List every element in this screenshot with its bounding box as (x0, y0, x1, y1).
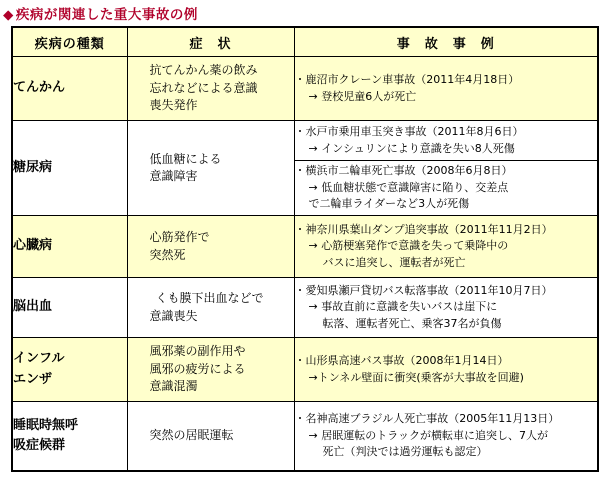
table-row (12, 121, 598, 161)
case-cell: ・水戸市乗用車玉突き事故（2011年8月6日） → インシュリンにより意識を失い8人死傷 (294, 121, 598, 161)
disease-cell: インフル エンザ (12, 338, 127, 402)
symptom-cell: 心筋発作で 突然死 (127, 216, 294, 278)
disease-cell: てんかん (12, 57, 127, 121)
symptom-cell: 抗てんかん薬の飲み 忘れなどによる意識 喪失発作 (127, 57, 294, 121)
case-cell: ・鹿沼市クレーン車事故（2011年4月18日） → 登校児童6人が死亡 (294, 57, 598, 121)
case-cell: ・名神高速ブラジル人死亡事故（2005年11月13日） → 居眠運転のトラックが横転車に追突し、7人が 死亡（判決では過労運転も認定） (294, 402, 598, 472)
table-row (12, 57, 598, 121)
title-text: 疾病が関連した重大事故の例 (15, 7, 198, 23)
case-cell: ・愛知県瀬戸貸切バス転落事故（2011年10月7日） → 事故直前に意識を失いバスは崖下に 転落、運転者死亡、乗客37名が負傷 (294, 278, 598, 338)
disease-cell: 糖尿病 (12, 121, 127, 216)
case-cell: ・山形県高速バス事故（2008年1月14日） →トンネル壁面に衝突(乗客が大事故を回避) (294, 338, 598, 402)
disease-cell: 脳出血 (12, 278, 127, 338)
case-cell: ・横浜市二輪車死亡事故（2008年6月8日） → 低血糖状態で意識障害に陥り、交差点 で二輪車ライダーなど3人が死傷 (294, 161, 598, 216)
diamond-icon: ◆ (3, 7, 14, 23)
table-row (12, 216, 598, 278)
header-cases: 事 故 事 例 (294, 27, 598, 57)
disease-cell: 心臓病 (12, 216, 127, 278)
header-symptom: 症 状 (127, 27, 294, 57)
symptom-cell: 突然の居眠運転 (127, 402, 294, 472)
symptom-cell: 低血糖による 意識障害 (127, 121, 294, 216)
disease-cell: 睡眠時無呼 吸症候群 (12, 402, 127, 472)
symptom-cell: くも膜下出血などで 意識喪失 (127, 278, 294, 338)
case-cell: ・神奈川県葉山ダンプ追突事故（2011年11月2日） → 心筋梗塞発作で意識を失って乗降中の バスに追突し、運転者が死亡 (294, 216, 598, 278)
symptom-cell: 風邪薬の副作用や 風邪の疲労による 意識混濁 (127, 338, 294, 402)
accident-table (11, 26, 599, 472)
page-title (3, 3, 198, 21)
table-row (12, 278, 598, 338)
table-row (12, 402, 598, 472)
table-row (12, 338, 598, 402)
header-disease: 疾病の種類 (12, 27, 127, 57)
